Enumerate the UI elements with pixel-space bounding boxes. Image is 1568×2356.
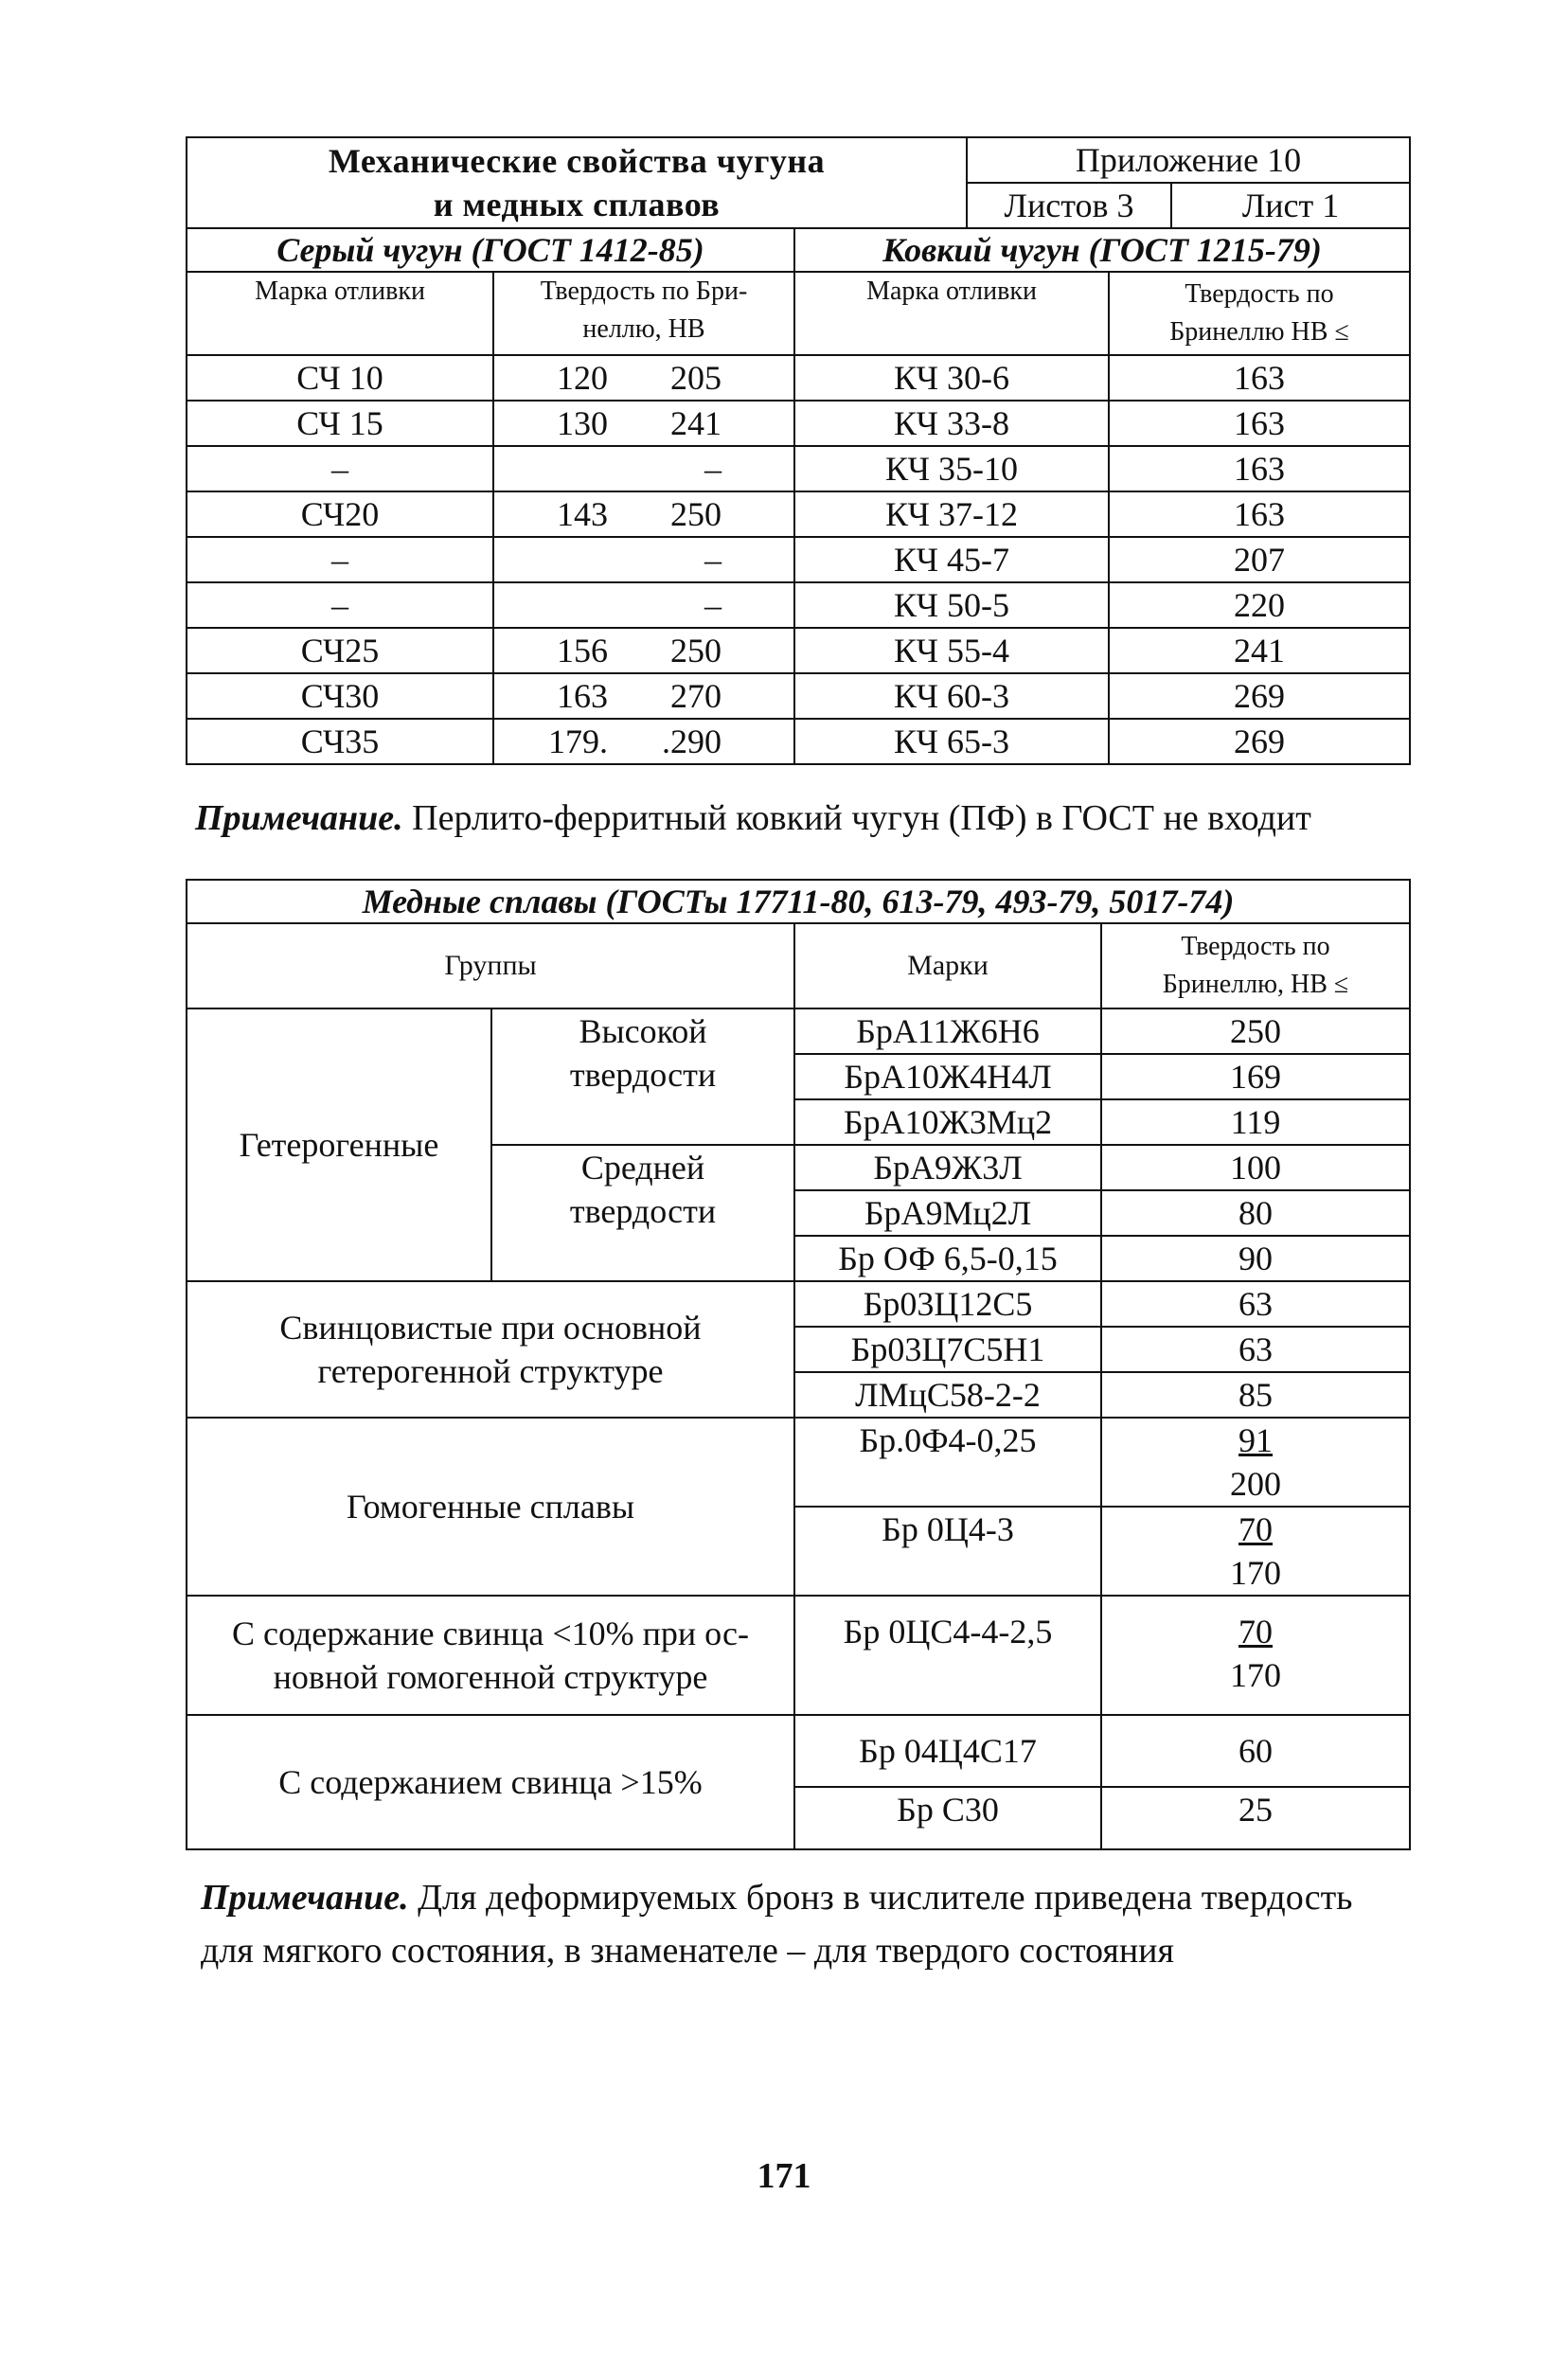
note-2-line-1: Для деформируемых бронз в числителе приведена твердость bbox=[408, 1878, 1353, 1918]
mark: БрА10Ж4Н4Л bbox=[794, 1054, 1101, 1099]
hb-max: 205 bbox=[670, 359, 722, 397]
note-2-label: Примечание. bbox=[201, 1878, 409, 1918]
group-lead-lt10: С содержание свинца <10% при ос-новной гомогенной структуре bbox=[187, 1596, 794, 1715]
hb-value: 80 bbox=[1101, 1190, 1410, 1236]
gray-grade: СЧ 10 bbox=[187, 355, 493, 401]
hb-min: 130 bbox=[557, 404, 608, 442]
mark: БрА9Ж3Л bbox=[794, 1145, 1101, 1190]
subgroup-medium-hardness: Средней твердости bbox=[491, 1145, 794, 1281]
table-row bbox=[187, 537, 1410, 582]
malleable-hb: 269 bbox=[1109, 673, 1410, 719]
hb-min: 179. bbox=[548, 723, 608, 760]
mark: ЛМцС58-2-2 bbox=[794, 1372, 1101, 1418]
hb-max: 270 bbox=[670, 677, 722, 715]
hb-hard: 170 bbox=[1230, 1554, 1281, 1592]
sheet-number: Лист 1 bbox=[1171, 183, 1410, 228]
hb-value: 100 bbox=[1101, 1145, 1410, 1190]
group-homogeneous: Гомогенные сплавы bbox=[187, 1418, 794, 1596]
mark: БрА11Ж6Н6 bbox=[794, 1008, 1101, 1054]
gray-hb-range bbox=[493, 355, 794, 401]
hb-max: 250 bbox=[670, 495, 722, 533]
hb-max: – bbox=[704, 450, 722, 488]
col-groups: Группы bbox=[187, 923, 794, 1008]
table-row bbox=[187, 401, 1410, 446]
malleable-grade: КЧ 33-8 bbox=[794, 401, 1109, 446]
group-heterogeneous: Гетерогенные bbox=[187, 1008, 491, 1281]
malleable-grade: КЧ 65-3 bbox=[794, 719, 1109, 764]
malleable-grade: КЧ 55-4 bbox=[794, 628, 1109, 673]
title-line-1: Механические свойства чугуна bbox=[328, 142, 826, 180]
gray-grade: СЧ 15 bbox=[187, 401, 493, 446]
gray-grade: СЧ30 bbox=[187, 673, 493, 719]
mark: Бр ОФ 6,5-0,15 bbox=[794, 1236, 1101, 1281]
malleable-grade: КЧ 50-5 bbox=[794, 582, 1109, 628]
hb-fraction bbox=[1101, 1596, 1410, 1715]
col-grade-left: Марка отливки bbox=[187, 272, 493, 355]
table-row bbox=[187, 673, 1410, 719]
note-1-label: Примечание. bbox=[195, 798, 403, 838]
hb-value: 169 bbox=[1101, 1054, 1410, 1099]
malleable-hb: 220 bbox=[1109, 582, 1410, 628]
hb-value: 119 bbox=[1101, 1099, 1410, 1145]
hb-min: 156 bbox=[557, 632, 608, 669]
gray-hb-range bbox=[493, 719, 794, 764]
copper-alloys-table bbox=[186, 879, 1411, 1850]
malleable-hb: 163 bbox=[1109, 355, 1410, 401]
gray-grade: – bbox=[187, 537, 493, 582]
malleable-hb: 163 bbox=[1109, 401, 1410, 446]
table-row bbox=[187, 446, 1410, 491]
gray-hb-range bbox=[493, 673, 794, 719]
mark: Бр03Ц12С5 bbox=[794, 1281, 1101, 1327]
note-2-line-2: для мягкого состояния, в знаменателе – для твердого состояния bbox=[201, 1931, 1174, 1971]
note-2 bbox=[201, 1871, 1432, 1977]
gray-hb-range bbox=[493, 401, 794, 446]
hb-hard: 170 bbox=[1230, 1656, 1281, 1694]
malleable-grade: КЧ 35-10 bbox=[794, 446, 1109, 491]
page-number: 171 bbox=[757, 2156, 811, 2196]
note-1 bbox=[195, 792, 1311, 845]
hb-value: 63 bbox=[1101, 1327, 1410, 1372]
table-row bbox=[187, 719, 1410, 764]
col-grade-right: Марка отливки bbox=[794, 272, 1109, 355]
appendix-label: Приложение 10 bbox=[967, 137, 1410, 183]
hb-value: 250 bbox=[1101, 1008, 1410, 1054]
hb-min: 163 bbox=[557, 677, 608, 715]
table-title bbox=[187, 137, 967, 228]
malleable-grade: КЧ 60-3 bbox=[794, 673, 1109, 719]
table-row bbox=[187, 582, 1410, 628]
gray-hb-range bbox=[493, 582, 794, 628]
table-row bbox=[187, 491, 1410, 537]
hb-max: 250 bbox=[670, 632, 722, 669]
col-hb-left: Твердость по Бри-неллю, НВ bbox=[493, 272, 794, 355]
gray-iron-header: Серый чугун (ГОСТ 1412-85) bbox=[187, 228, 794, 272]
hb-min: 143 bbox=[557, 495, 608, 533]
mark: Бр.0Ф4-0,25 bbox=[794, 1418, 1101, 1507]
mark: Бр 0Ц4-3 bbox=[794, 1507, 1101, 1596]
group-lead-heterogeneous: Свинцовистые при основной гетерогенной структуре bbox=[187, 1281, 794, 1418]
hb-value: 60 bbox=[1101, 1715, 1410, 1787]
mark: БрА10Ж3Мц2 bbox=[794, 1099, 1101, 1145]
table-row bbox=[187, 628, 1410, 673]
malleable-hb: 163 bbox=[1109, 491, 1410, 537]
malleable-grade: КЧ 30-6 bbox=[794, 355, 1109, 401]
gray-hb-range bbox=[493, 491, 794, 537]
gray-hb-range bbox=[493, 446, 794, 491]
group-lead-gt15: С содержанием свинца >15% bbox=[187, 1715, 794, 1849]
malleable-hb: 269 bbox=[1109, 719, 1410, 764]
gray-grade: СЧ20 bbox=[187, 491, 493, 537]
gray-hb-range bbox=[493, 628, 794, 673]
hb-max: – bbox=[704, 541, 722, 579]
hb-soft: 91 bbox=[1238, 1421, 1273, 1459]
copper-table-title: Медные сплавы (ГОСТы 17711-80, 613-79, 493-79, 5017-74) bbox=[187, 880, 1410, 923]
table-row bbox=[187, 355, 1410, 401]
subgroup-high-hardness: Высокой твердости bbox=[491, 1008, 794, 1145]
cast-iron-table bbox=[186, 136, 1411, 765]
hb-max: .290 bbox=[662, 723, 722, 760]
gray-hb-range bbox=[493, 537, 794, 582]
malleable-grade: КЧ 37-12 bbox=[794, 491, 1109, 537]
col-hb: Твердость по Бринеллю, НВ ≤ bbox=[1101, 923, 1410, 1008]
note-1-text: Перлито-ферритный ковкий чугун (ПФ) в ГОСТ не входит bbox=[402, 798, 1311, 838]
mark: Бр С30 bbox=[794, 1787, 1101, 1849]
hb-fraction bbox=[1101, 1418, 1410, 1507]
hb-value: 90 bbox=[1101, 1236, 1410, 1281]
gray-grade: СЧ35 bbox=[187, 719, 493, 764]
hb-hard: 200 bbox=[1230, 1465, 1281, 1503]
malleable-iron-header: Ковкий чугун (ГОСТ 1215-79) bbox=[794, 228, 1410, 272]
hb-min: 120 bbox=[557, 359, 608, 397]
gray-grade: СЧ25 bbox=[187, 628, 493, 673]
hb-max: – bbox=[704, 586, 722, 624]
mark: Бр03Ц7С5Н1 bbox=[794, 1327, 1101, 1372]
sheets-total: Листов 3 bbox=[967, 183, 1171, 228]
hb-fraction bbox=[1101, 1507, 1410, 1596]
mark: БрА9Мц2Л bbox=[794, 1190, 1101, 1236]
hb-value: 25 bbox=[1101, 1787, 1410, 1849]
malleable-hb: 241 bbox=[1109, 628, 1410, 673]
gray-grade: – bbox=[187, 582, 493, 628]
col-marks: Марки bbox=[794, 923, 1101, 1008]
gray-grade: – bbox=[187, 446, 493, 491]
malleable-hb: 207 bbox=[1109, 537, 1410, 582]
hb-soft: 70 bbox=[1238, 1613, 1273, 1651]
hb-value: 63 bbox=[1101, 1281, 1410, 1327]
malleable-grade: КЧ 45-7 bbox=[794, 537, 1109, 582]
malleable-hb: 163 bbox=[1109, 446, 1410, 491]
mark: Бр 0ЦС4-4-2,5 bbox=[794, 1596, 1101, 1715]
hb-value: 85 bbox=[1101, 1372, 1410, 1418]
col-hb-right: Твердость по Бринеллю НВ ≤ bbox=[1109, 272, 1410, 355]
title-line-2: и медных сплавов bbox=[433, 186, 721, 223]
mark: Бр 04Ц4С17 bbox=[794, 1715, 1101, 1787]
hb-soft: 70 bbox=[1238, 1510, 1273, 1548]
hb-max: 241 bbox=[670, 404, 722, 442]
